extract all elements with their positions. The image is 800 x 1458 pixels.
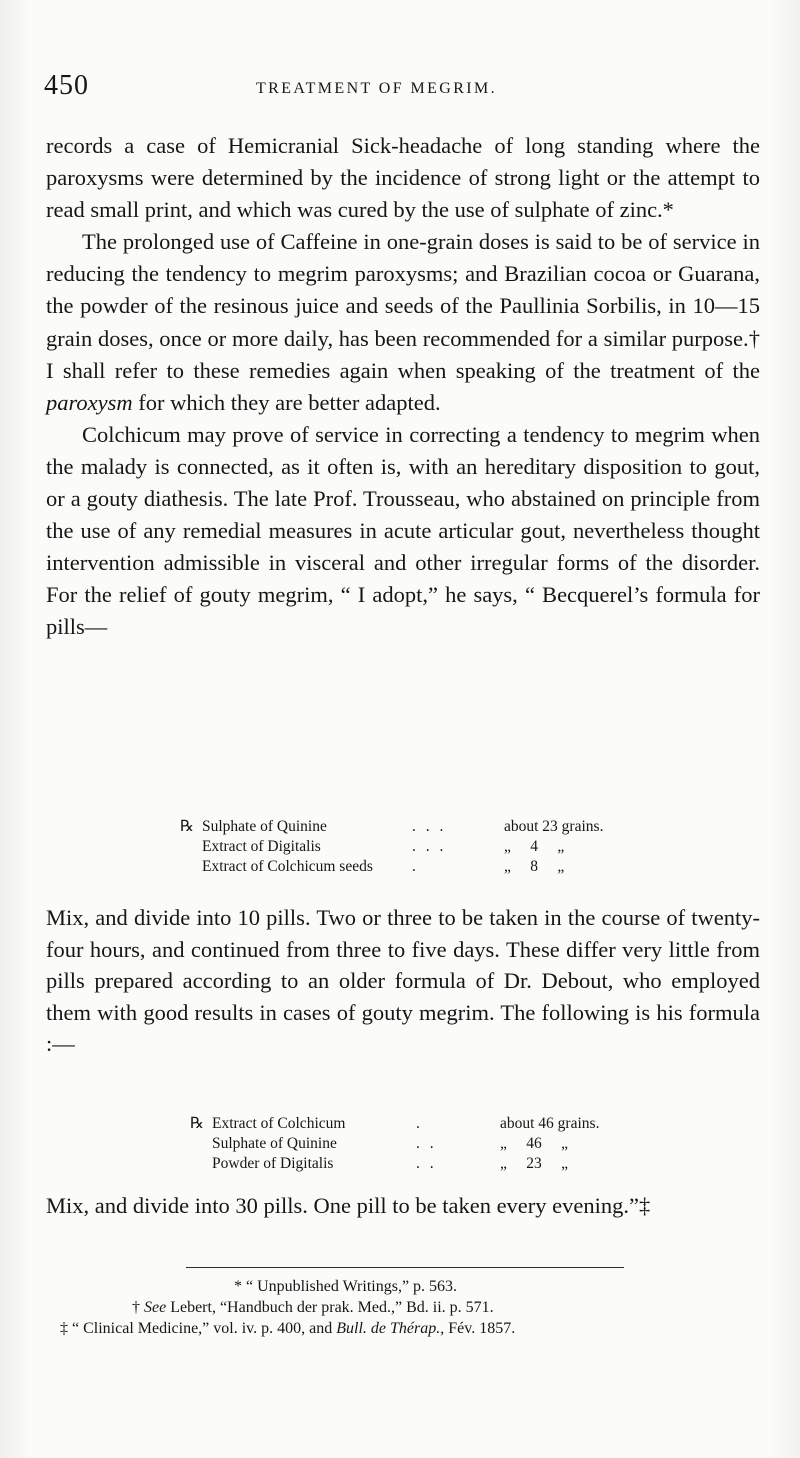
- ingredient-name: Extract of Digitalis: [202, 838, 321, 855]
- paragraph-4: Mix, and divide into 10 pills. Two or three to be taken in the course of twenty-four hours, and continued from three to five days. These differ very little from pills prepared according to an older formula of Dr. Debout, who employed them with good results in cases of gouty megrim. The following is his formula :—: [46, 905, 760, 1057]
- footnote-divider: [186, 1267, 624, 1268]
- paragraph-1: records a case of Hemicranial Sick-headache of long standing where the paroxysms were determined by the incidence of strong light or the attempt to read small print, and which was cured by the use of sulphate of zinc.*: [46, 133, 760, 223]
- ingredient-name: Sulphate of Quinine: [202, 818, 327, 835]
- ingredient-quantity: „ 23 „: [500, 1155, 569, 1172]
- ingredient-name: Extract of Colchicum seeds: [202, 858, 373, 875]
- footnote-2-text: Lebert, “Handbuch der prak. Med.,” Bd. ii. p. 571.: [170, 1299, 494, 1316]
- formula-row: [190, 1154, 599, 1174]
- page-header: [44, 70, 760, 110]
- leader-dots: .: [416, 1115, 423, 1132]
- recipe-symbol: ℞: [190, 1115, 204, 1132]
- paragraph-2-text: The prolonged use of Caffeine in one-grain doses is said to be of service in reducing the tendency to megrim paroxysms; and Brazilian cocoa or Guarana, the powder of the resinous juice and seeds of the Paullinia Sorbilis, in 10—15 grain doses, once or more daily, has been recommended for a similar purpose.† I shall refer to these remedies again when speaking of the treatment of the: [46, 229, 760, 383]
- footnote-3-text: ‡ “ Clinical Medicine,” vol. iv. p. 400, and: [60, 1320, 333, 1337]
- paragraph-2-end: for which they are better adapted.: [138, 389, 441, 415]
- footnote-3-italic: Bull. de Thérap.: [336, 1320, 441, 1337]
- ingredient-quantity: about 46 grains.: [500, 1115, 600, 1132]
- paragraph-2: [46, 226, 760, 419]
- ingredient-name: Extract of Colchicum: [212, 1115, 346, 1132]
- ingredient-name: Powder of Digitalis: [212, 1155, 334, 1172]
- main-text-closing: [46, 1190, 760, 1222]
- ingredient-quantity: „ 4 „: [504, 838, 565, 855]
- running-head: TREATMENT OF MEGRIM.: [256, 80, 498, 97]
- leader-dots: . . .: [412, 818, 447, 835]
- recipe-symbol: ℞: [180, 818, 194, 835]
- footnote-1: * “ Unpublished Writings,” p. 563.: [234, 1278, 458, 1295]
- main-text-continued: [46, 902, 760, 1060]
- footnotes: [60, 1276, 760, 1339]
- formula-row: [190, 1114, 599, 1134]
- paragraph-5: Mix, and divide into 30 pills. One pill to be taken every evening.”‡: [46, 1193, 651, 1218]
- main-text: [46, 130, 760, 644]
- leader-dots: . . .: [412, 838, 447, 855]
- formula-row: [190, 1134, 599, 1154]
- formula-row: [180, 857, 603, 877]
- ingredient-quantity: about 23 grains.: [504, 818, 604, 835]
- ingredient-quantity: „ 8 „: [504, 858, 565, 875]
- ingredient-name: Sulphate of Quinine: [212, 1135, 337, 1152]
- paragraph-3: Colchicum may prove of service in correcting a tendency to megrim when the malady is connected, as it often is, with an hereditary disposition to gout, or a gouty diathesis. The late Prof. Trousseau, who abstained on principle from the use of any remedial measures in acute articular gout, nevertheless thought intervention admissible in visceral and other irregular forms of the disorder. For the relief of gouty megrim, “ I adopt,” he says, “ Becquerel’s formula for pills—: [46, 421, 760, 640]
- footnote-2-mark: †: [132, 1299, 140, 1316]
- formula-row: [180, 817, 603, 837]
- ingredient-quantity: „ 46 „: [500, 1135, 569, 1152]
- debout-formula: [190, 1114, 599, 1174]
- leader-dots: . .: [416, 1135, 437, 1152]
- leader-dots: . .: [416, 1155, 437, 1172]
- footnote-3-end: , Fév. 1857.: [440, 1320, 516, 1337]
- footnote-3: [60, 1318, 760, 1339]
- footnote-2-see: See: [144, 1299, 167, 1316]
- page-number: 450: [44, 70, 89, 101]
- paragraph-2-italic: paroxysm: [46, 389, 133, 415]
- formula-row: [180, 837, 603, 857]
- leader-dots: .: [412, 858, 419, 875]
- footnote-2: [60, 1297, 760, 1318]
- becquerel-formula: [180, 817, 603, 877]
